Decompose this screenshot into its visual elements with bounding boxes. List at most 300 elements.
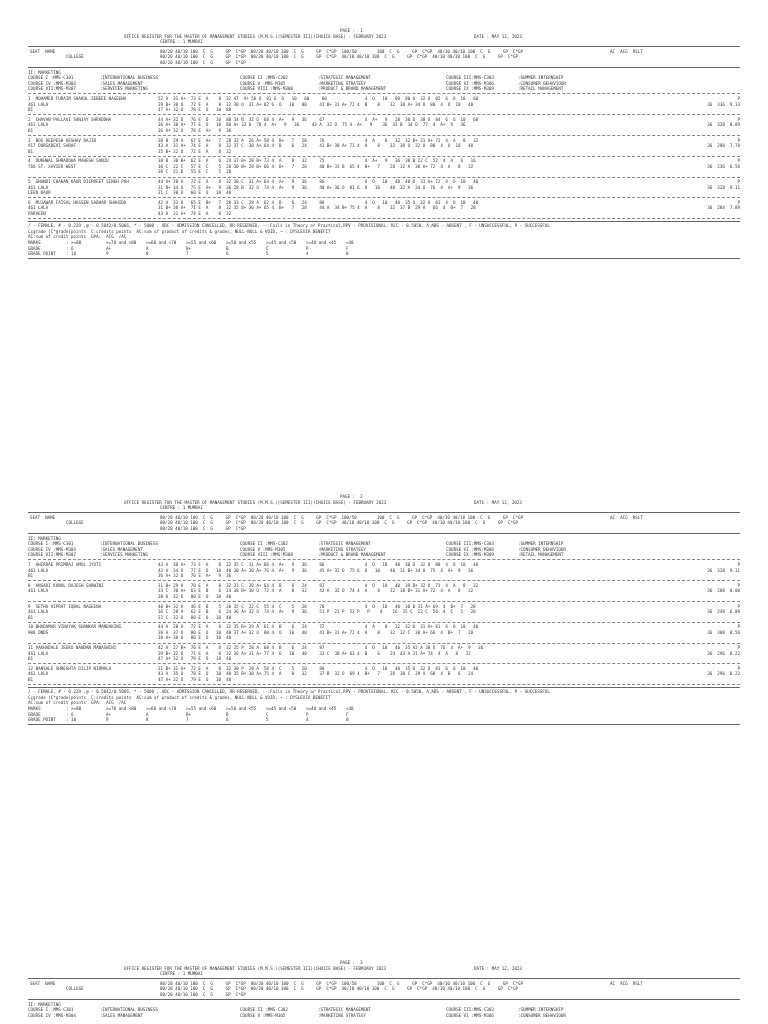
- register-title: OFFICE REGISTER FOR THE MASTER OF MANAGEMENT STUDIES (M.M.S.)(SEMESTER III)(CHOICE BASE) - FEBRUARY 2023: [124, 33, 387, 39]
- centre-row: [28, 505, 740, 511]
- course-code: COURSE V :MMS-M305: [240, 546, 286, 552]
- grade-cell: MARKS: [28, 239, 41, 245]
- grade-cell: >=70 and <80: [106, 705, 137, 711]
- student-record: [28, 200, 740, 219]
- grade-row: [28, 717, 740, 723]
- student-sgpa: 36 336 9.33: [707, 101, 740, 107]
- student-result: P: [737, 624, 740, 630]
- course-code: COURSE III:MMS-C303: [446, 75, 494, 81]
- student-marks: 33 C 30 A+ 63 E B 6 24 38 B+ 30 O 72 4 A 8 32 42 A 32 O 74 4 A 8 32 38 B+ 31 A+ 72 4 A 8 32: [158, 588, 474, 594]
- register-date: DATE : MAY 12, 2023: [474, 33, 522, 39]
- student-marks-cell: [158, 656, 740, 662]
- student-marks: 47 A+ 32 O 79 E O 10 40: [158, 656, 232, 662]
- student-separator: [28, 580, 740, 581]
- header-rule: [28, 46, 740, 47]
- course-code: COURSE II :MMS-C302: [240, 541, 288, 547]
- student-note: B1: [28, 614, 34, 620]
- grade-cell: P: [306, 711, 309, 717]
- student-record: [28, 583, 740, 602]
- student-marks-cell: [158, 149, 740, 155]
- course-title: :MARKETING STRATEGY: [318, 546, 366, 552]
- grade-cell: 0: [346, 717, 349, 723]
- register-page-3: [28, 960, 740, 1018]
- student-note: B1: [28, 573, 34, 579]
- student-result: P: [737, 582, 740, 588]
- column-header-row-3: [28, 526, 740, 532]
- specialization: II: MARKETING: [28, 69, 61, 75]
- student-record: [28, 179, 740, 198]
- grade-cell: 4: [306, 717, 309, 723]
- student-result: P: [737, 199, 740, 205]
- course-code: COURSE III:MMS-C303: [446, 541, 494, 547]
- student-sgpa: 36 236 6.56: [707, 163, 740, 169]
- student-marks: 40 B+ 32 A 46 E B 5 20 35 C 22 C 55 4 C 5 20 70 4 O 10 40 38 B 31 A+ 69 4 B+ 7 28: [158, 603, 476, 609]
- student-marks: 43 A 31 A+ 74 E A 8 32: [158, 211, 232, 217]
- grade-cell: <40: [346, 239, 354, 245]
- student-name: 6 MUJAWAR FAISAL HUSSEN SABHAR SHAHIDA: [28, 199, 127, 205]
- student-college: 766 ST. XAVIER WEST: [28, 163, 76, 169]
- course-code: COURSE I :MMS-C301: [28, 541, 74, 547]
- grade-cell: 6: [226, 251, 229, 257]
- grade-cell: GRADE: [28, 245, 41, 251]
- student-note: B1: [28, 127, 34, 133]
- student-marks: 36 A+ 30 A+ 77 E O 10 80 A+ 33 O 78 4 A+ 9 36 43 A 32 O 75 4 A+ 9 36 33 B 34 O 77 4 A+ 9 36: [158, 122, 466, 128]
- grade-cell: C: [266, 711, 269, 717]
- course-code: COURSE IV :MMS-M304: [28, 1012, 76, 1018]
- student-row: [28, 635, 740, 641]
- student-separator: [28, 218, 740, 219]
- footer-rule: [28, 258, 740, 259]
- student-result: P: [737, 137, 740, 143]
- student-record: [28, 666, 740, 685]
- course-code: COURSE II :MMS-C302: [240, 1007, 288, 1013]
- legend-line: AC:sum of credit points GPA: ACG /AC: [28, 700, 127, 706]
- column-header-line-3: 80/20 40/10 100 C G GP C*GP: [160, 59, 246, 65]
- course-title: :STRATEGIC MANAGEMENT: [318, 1007, 371, 1013]
- student-row: [28, 149, 740, 155]
- grade-cell: : >=80: [66, 705, 82, 711]
- course-title: :RETAIL MANAGEMENT: [518, 86, 564, 92]
- student-record: [28, 117, 740, 136]
- student-marks: 36 A 37 O 80 E O 10 40 37 A+ 32 O 80 4 O 10 40 41 B+ 31 A+ 72 4 A 8 32 32 C 30 A+ 66 4 B+ 7 28: [158, 629, 474, 635]
- student-result: P: [737, 95, 740, 101]
- college-header: COLLEGE: [66, 54, 84, 60]
- column-header-row-3: [28, 992, 740, 998]
- legend-rule: [28, 221, 740, 222]
- student-marks: 43 A 34 O 77 E O 10 40 30 A+ 30 A+ 76 4 A+ 9 36 45 A+ 32 O 75 6 O 10 40 31 B+ 34 O 75 4 A+ 9 36: [158, 567, 474, 573]
- student-sgpa: 36 248 6.89: [707, 609, 740, 615]
- student-result: P: [737, 116, 740, 122]
- college-header: COLLEGE: [66, 986, 84, 992]
- student-marks: 31 B+ 29 A 70 E A 8 32 33 C 30 A+ 64 4 B 6 24 83 4 O 10 40 39 B+ 32 O 71 4 A 8 32: [158, 582, 479, 588]
- student-marks: 52 A 31 A+ 73 E A 8 32 47 A+ 56 O 81 6 O 10 60 80 4 O 10 80 80 O 32 O 82 6 O 10 60: [158, 95, 479, 101]
- column-header-extra: AC ACG RSLT: [610, 514, 643, 520]
- student-sgpa: 36 320 8.89: [707, 122, 740, 128]
- legend-line: Ccgrade (C*grade)points C:credits points AC:sum of product of credits & grades, NULL-NULL & VOID, ~ : DYSLEXIA BENEFIT: [28, 228, 331, 234]
- student-separator: [28, 663, 740, 664]
- grade-cell: >=45 and <50: [266, 705, 297, 711]
- student-name: 7 AHIRRAE PRIMRAJ AMOL JYOTI: [28, 561, 102, 567]
- student-note: B1: [28, 677, 34, 683]
- student-sgpa: 36 328 9.11: [707, 184, 740, 190]
- column-header-extra: AC ACG RSLT: [610, 980, 643, 986]
- page-label: PAGE : 1: [340, 28, 363, 33]
- student-separator: [28, 114, 740, 115]
- student-row: [28, 128, 740, 134]
- student-record: [28, 562, 740, 581]
- student-marks: 43 A 35 O 78 E O 10 40 35 B+ 30 A+ 75 4 A 8 32 37 B 32 O 69 4 B+ 7 28 30 C 29 A 60 4 B 6 24: [158, 671, 474, 677]
- column-header-extra: AC ACG RSLT: [610, 48, 643, 54]
- course-row: [28, 86, 740, 92]
- student-college: 461 LALA: [28, 122, 49, 128]
- student-marks: 32 C 32 O 80 E O 10 40: [158, 614, 232, 620]
- centre-label: CENTRE : 1 MUMBAI: [160, 971, 203, 977]
- course-code: COURSE I :MMS-C301: [28, 1007, 74, 1013]
- student-sgpa: 36 296 8.22: [707, 650, 740, 656]
- course-title: :CONSUMER BEHAVIOUR: [518, 1012, 566, 1018]
- student-record: [28, 96, 740, 115]
- course-code: COURSE IX :MMS-M309: [446, 86, 494, 92]
- seat-name-header: SEAT NAME: [30, 48, 56, 54]
- column-header-line-3: 80/20 40/10 100 C G GP C*GP: [160, 991, 246, 997]
- student-record: [28, 138, 740, 157]
- grade-cell: F: [346, 711, 349, 717]
- course-title: :INTERNATIONAL BUSINESS: [100, 75, 158, 81]
- student-separator: [28, 156, 740, 157]
- grade-cell: A+: [106, 245, 112, 251]
- grade-cell: >=70 and <80: [106, 239, 137, 245]
- legend-line: Ccgrade (C*grade)points C:credits points AC:sum of product of credits & grades, NULL-NULL & VOID, ~ : DYSLEXIA BENEFIT: [28, 694, 331, 700]
- student-separator: [28, 135, 740, 136]
- course-title: :STRATEGIC MANAGEMENT: [318, 75, 371, 81]
- register-date: DATE : MAY 12, 2023: [474, 965, 522, 971]
- course-code: COURSE VI :MMS-M306: [446, 1012, 494, 1018]
- course-title: :SUMMER INTERNSHIP: [518, 541, 564, 547]
- student-marks-cell: [158, 169, 740, 175]
- grade-cell: A+: [106, 711, 112, 717]
- course-code: COURSE IV :MMS-M304: [28, 80, 76, 86]
- student-name: 12 BANSALE SHRESHTA DILIP NIRMALA: [28, 665, 112, 671]
- student-sgpa: 36 284 7.89: [707, 205, 740, 211]
- student-marks: 36 C 22 C 57 E C 5 20 30 B+ 28 B+ 66 4 B+ 7 28 40 B+ 33 B 65 4 B+ 7 28 32 A 30 A+ 72 4 A 8 32: [158, 163, 474, 169]
- legend-line: / - FEMALE, # - 0.229 ,@ - 0.5042/0.5066, * - 5000 , ADC - ADMISSION CANCELLED, RR-RESERVED, --:Fails in Theory or Practical,RPV - PROVISIONAL, RCC - 0.5050, A,ABS - ABSENT , F - UNSUCCESSFUL, P - SUCCESSFUL: [28, 223, 550, 229]
- student-row: [28, 677, 740, 683]
- student-row: [28, 573, 740, 579]
- student-marks: 35 B+ 32 O 72 E A 8 32: [158, 148, 232, 154]
- grade-cell: GRADE: [28, 711, 41, 717]
- student-marks: 31 B+ 30 A+ 71 E A 8 32 35 B+ 30 A+ 65 4 B+ 7 28 44 A 34 B+ 75 4 A 8 32 37 B 29 A 66 4 B+ 7 28: [158, 205, 476, 211]
- student-note: B1: [28, 148, 34, 154]
- course-code: COURSE V :MMS-M305: [240, 1012, 286, 1018]
- student-marks: 31 B+ 31 A+ 72 E A 8 32 30 P 28 A 58 4 C 5 20 88 4 O 10 40 35 O 32 O 81 6 O 10 40: [158, 665, 479, 671]
- student-record: [28, 604, 740, 623]
- student-result: P: [737, 179, 740, 185]
- centre-label: CENTRE : 1 MUMBAI: [160, 39, 203, 45]
- grade-cell: 0: [346, 251, 349, 257]
- grade-cell: B: [226, 245, 229, 251]
- course-code: COURSE IX :MMS-M309: [446, 552, 494, 558]
- student-note: LEEN KAUR: [28, 190, 51, 196]
- grade-cell: B+: [186, 245, 192, 251]
- course-code: COURSE VI :MMS-M306: [446, 546, 494, 552]
- column-header-line-1: 80/20 40/10 100 C G GP C*GP 80/20 40/10 100 C G GP C*GP 100/50 100 C G GP C*GP 40/10 40/10 100 C G GP C*GP: [160, 514, 524, 520]
- student-sgpa: 36 280 7.78: [707, 143, 740, 149]
- grade-cell: : O: [66, 711, 74, 717]
- legend-rule: [28, 687, 740, 688]
- student-row: [28, 107, 740, 113]
- student-sgpa: 36 288 8.00: [707, 588, 740, 594]
- grade-cell: 5: [266, 717, 269, 723]
- course-code: COURSE VIII :MMS-M308: [240, 86, 293, 92]
- grade-cell: >=60 and <70: [146, 239, 177, 245]
- student-result: P: [737, 158, 740, 164]
- student-marks: 31 C 30 O 60 E O 10 40: [158, 190, 232, 196]
- student-marks-cell: [158, 211, 740, 217]
- student-marks: 36 C 21 D 55 E C 5 20: [158, 169, 232, 175]
- student-result: P: [737, 665, 740, 671]
- course-title: :PRODUCT & BRAND MANAGEMENT: [318, 552, 387, 558]
- student-list: [28, 96, 740, 219]
- student-marks: 36 A+ 32 O 78 E A+ 9 36: [158, 127, 232, 133]
- student-row: [28, 190, 740, 196]
- student-result: P: [737, 645, 740, 651]
- grade-cell: A: [146, 711, 149, 717]
- register-title: OFFICE REGISTER FOR THE MASTER OF MANAGEMENT STUDIES (M.M.S.)(SEMESTER III)(CHOICE BASE) - FEBRUARY 2023: [124, 965, 387, 971]
- student-college: 917 DURGADEVI SARAF: [28, 143, 76, 149]
- course-row: [28, 1013, 740, 1019]
- student-marks-cell: [158, 573, 740, 579]
- centre-row: [28, 39, 740, 45]
- grade-cell: B+: [186, 711, 192, 717]
- column-header-line-3: 80/20 40/10 100 C G GP C*GP: [160, 525, 246, 531]
- student-row: [28, 169, 740, 175]
- student-separator: [28, 622, 740, 623]
- grade-cell: GRADE POINT: [28, 251, 56, 257]
- student-separator: [28, 684, 740, 685]
- student-row: [28, 656, 740, 662]
- section-rule: [28, 93, 740, 94]
- course-code: COURSE I :MMS-C301: [28, 75, 74, 81]
- student-marks: 42 A 33 O 65 E B+ 7 28 33 C 28 A 62 4 B 6 24 88 4 O 10 40 35 O 32 O 81 4 O 10 40: [158, 199, 479, 205]
- student-college: 461 LALA: [28, 567, 49, 573]
- student-marks-cell: [158, 128, 740, 134]
- column-header-row-3: [28, 60, 740, 66]
- student-sgpa: 36 296 8.22: [707, 671, 740, 677]
- student-college: 461 LALA: [28, 205, 49, 211]
- grade-cell: : >=80: [66, 239, 82, 245]
- footer-rule: [28, 724, 740, 725]
- grade-cell: 9: [106, 251, 109, 257]
- grade-cell: 8: [146, 717, 149, 723]
- student-marks: 38 B 30 B+ 62 E A 6 24 37 B+ 28 B+ 73 4 A 8 32 75 4 A+ 9 36 30 B 22 C 52 4 A 6 16: [158, 158, 476, 164]
- course-title: :INTERNATIONAL BUSINESS: [100, 541, 158, 547]
- header-rule-2: [28, 533, 740, 534]
- specialization: II: MARKETING: [28, 535, 61, 541]
- grade-cell: 4: [306, 251, 309, 257]
- student-college: 461 LALA: [28, 184, 49, 190]
- column-header-line-2: 80/20 40/10 100 C G GP C*GP 80/20 40/10 100 C G GP C*GP 40/10 40/10 100 C G GP C*GP 40/10 40/10 100 C G GP C*GP: [160, 520, 518, 526]
- grade-cell: >=45 and <50: [266, 239, 297, 245]
- course-title: :SERVICES MARKETING: [100, 86, 148, 92]
- course-list: [28, 75, 740, 92]
- course-code: COURSE VIII :MMS-M308: [240, 552, 293, 558]
- student-sgpa: 36 308 8.56: [707, 629, 740, 635]
- student-college: 461 LALA: [28, 671, 49, 677]
- header-rule: [28, 512, 740, 513]
- legend-line: / - FEMALE, # - 0.229 ,@ - 0.5042/0.5066, * - 5000 , ADC - ADMISSION CANCELLED, RR-RESERVED, --:Fails in Theory or Practical,RPV - PROVISIONAL, RCC - 0.5050, A,ABS - ABSENT , F - UNSUCCESSFUL, P - SUCCESSFUL: [28, 689, 550, 695]
- grade-cell: 5: [266, 251, 269, 257]
- course-code: COURSE V :MMS-M305: [240, 80, 286, 86]
- header-rule-2: [28, 67, 740, 68]
- grade-cell: GRADE POINT: [28, 717, 56, 723]
- header-rule: [28, 978, 740, 979]
- grade-cell: >=55 and <60: [186, 705, 217, 711]
- student-record: [28, 158, 740, 177]
- student-list: [28, 562, 740, 685]
- course-title: :STRATEGIC MANAGEMENT: [318, 541, 371, 547]
- grade-cell: A: [146, 245, 149, 251]
- student-note: [28, 635, 158, 641]
- column-header-line-2: 80/20 40/10 100 C G GP C*GP 80/20 40/10 100 C G GP C*GP 40/10 40/10 100 C G GP C*GP 40/10 40/10 100 C G GP C*GP: [160, 54, 518, 60]
- student-marks-cell: [158, 615, 740, 621]
- student-separator: [28, 177, 740, 178]
- course-title: :SUMMER INTERNSHIP: [518, 75, 564, 81]
- student-marks: 43 A 31 A+ 74 E A 8 32 37 C 30 A+ 64 4 B 6 24 41 B+ 30 A+ 71 4 A 8 32 38 O 32 O 80 4 O 10 40: [158, 143, 474, 149]
- grade-cell: >=40 and <45: [306, 705, 337, 711]
- student-marks-cell: [158, 677, 740, 683]
- grade-cell: >=50 and <55: [226, 705, 257, 711]
- grade-cell: MARKS: [28, 705, 41, 711]
- student-college: 461 LALA: [28, 588, 49, 594]
- grade-cell: B: [226, 711, 229, 717]
- centre-label: CENTRE : 1 MUMBAI: [160, 505, 203, 511]
- course-title: :MARKETING STRATEGY: [318, 1012, 366, 1018]
- student-note: [28, 594, 158, 600]
- section-rule: [28, 559, 740, 560]
- student-marks-cell: [158, 190, 740, 196]
- course-list: [28, 541, 740, 558]
- student-record: [28, 645, 740, 664]
- student-name: 8 ANSARI KUNAL RAJESH SARWINI: [28, 582, 104, 588]
- course-title: :INTERNATIONAL BUSINESS: [100, 1007, 158, 1013]
- student-marks-cell: [158, 635, 740, 641]
- student-marks-cell: [158, 107, 740, 113]
- student-marks-cell: [158, 594, 740, 600]
- student-name: 11 PAKHADALE JEEKO NANDAN MANASWINI: [28, 645, 117, 651]
- course-row: [28, 552, 740, 558]
- student-marks: 38 O 32 O 80 E O 10 40: [158, 593, 232, 599]
- course-title: :SALES MANAGEMENT: [100, 546, 143, 552]
- student-marks: 31 B+ 34 O 75 E A+ 9 36 28 B 32 O 74 4 A+ 9 36 40 A+ 36 O 81 6 O 10 40 32 A 34 O 76 4 A+ 9 36: [158, 184, 474, 190]
- grade-cell: 9: [106, 717, 109, 723]
- student-marks: 47 A+ 32 O 78 E O 10 80: [158, 107, 232, 113]
- header-rule-2: [28, 999, 740, 1000]
- grade-cell: >=55 and <60: [186, 239, 217, 245]
- seat-name-header: SEAT NAME: [30, 514, 56, 520]
- student-record: [28, 624, 740, 643]
- student-name: 3 BOS DEEPESH KESHAV RAJIB: [28, 137, 97, 143]
- course-title: :SUMMER INTERNSHIP: [518, 1007, 564, 1013]
- centre-row: [28, 971, 740, 977]
- grade-cell: : 10: [66, 251, 77, 257]
- legend-line: AC:sum of credit points GPA: ACG /AC: [28, 234, 127, 240]
- student-row: [28, 594, 740, 600]
- column-header-line-1: 80/20 40/10 100 C G GP C*GP 80/20 40/10 100 C G GP C*GP 100/50 100 C G GP C*GP 40/10 40/10 100 C G GP C*GP: [160, 980, 524, 986]
- course-title: :SALES MANAGEMENT: [100, 1012, 143, 1018]
- college-header: COLLEGE: [66, 520, 84, 526]
- grade-cell: : O: [66, 245, 74, 251]
- course-code: COURSE III:MMS-C303: [446, 1007, 494, 1013]
- student-marks: 36 C 28 A 62 E B 6 24 36 A+ 32 O 74 4 A+ 9 36 51 P 21 P 52 P P 4 16 35 C 22 C 56 4 C 5 20: [158, 609, 476, 615]
- student-separator: [28, 601, 740, 602]
- grade-cell: 6: [226, 717, 229, 723]
- student-marks: 44 A+ 32 O 76 E O 10 80 34 B 32 O 68 4 A+ 9 36 67 4 A+ 9 28 30 O 30 O 84 6 O 10 60: [158, 116, 479, 122]
- student-marks: 47 A+ 32 O 79 E O 10 40: [158, 677, 232, 683]
- course-code: COURSE VII:MMS-M307: [28, 552, 76, 558]
- student-marks: 38 B 29 A 67 E A+ 7 28 32 A 26 A+ 58 4 B+ 7 28 76 4 A 8 32 32 B+ 31 A+ 72 4 A 8 32: [158, 137, 479, 143]
- column-header-line-1: 80/20 40/10 100 C G GP C*GP 80/20 40/10 100 C G GP C*GP 100/50 100 C G GP C*GP 40/10 40/10 100 C G GP C*GP: [160, 48, 524, 54]
- student-name: 10 BHADAMAR VINAYAK SHANKAR MANDAKINI: [28, 624, 122, 630]
- register-title: OFFICE REGISTER FOR THE MASTER OF MANAGEMENT STUDIES (M.M.S.)(SEMESTER III)(CHOICE BASE) - FEBRUARY 2023: [124, 499, 387, 505]
- grade-cell: >=50 and <55: [226, 239, 257, 245]
- column-header-line-2: 80/20 40/10 100 C G GP C*GP 80/20 40/10 100 C G GP C*GP 40/10 40/10 100 C G GP C*GP 40/10 40/10 100 C G GP C*GP: [160, 986, 518, 992]
- student-row: [28, 615, 740, 621]
- student-marks: 39 B+ 32 O 71 E A 8 32 36 A+ 31 A+ 77 4 O 10 40 33 C 30 A+ 63 4 B 6 24 43 A 31 A+ 74 4 A 8 32: [158, 650, 471, 656]
- course-title: :CONSUMER BEHAVIOUR: [518, 546, 566, 552]
- grade-cell: >=60 and <70: [146, 705, 177, 711]
- student-name: 2 CHAVAN PALLAVI SANJAY SHRADDHA: [28, 116, 112, 122]
- student-marks: 44 A+ 28 A 72 E A 8 32 30 C 31 A+ 64 4 A+ 9 36 86 4 O 10 40 40 O 31 A+ 72 4 O 10 40: [158, 179, 479, 185]
- page-label: PAGE : 3: [340, 960, 363, 965]
- student-separator: [28, 643, 740, 644]
- specialization: II: MARKETING: [28, 1001, 61, 1007]
- course-code: COURSE II :MMS-C302: [240, 75, 288, 81]
- course-title: :PRODUCT & BRAND MANAGEMENT: [318, 86, 387, 92]
- grade-cell: 8: [146, 251, 149, 257]
- student-note: B1: [28, 107, 34, 113]
- student-marks: 36 A+ 38 O 80 E O 10 40: [158, 635, 232, 641]
- course-title: :RETAIL MANAGEMENT: [518, 552, 564, 558]
- course-title: :MARKETING STRATEGY: [318, 80, 366, 86]
- register-page-1: [28, 28, 740, 261]
- grade-cell: >=40 and <45: [306, 239, 337, 245]
- student-note: PARVEEN: [28, 211, 46, 217]
- student-name: 1 MOHAMED FURAIM SHAKUL ZEBEEE NAGEENA: [28, 95, 127, 101]
- student-marks: 44 A 28 A 72 E A 8 32 35 B+ 29 A 61 4 B 6 24 72 4 A 8 32 32 O 31 A+ 81 6 O 10 40: [158, 624, 479, 630]
- student-college: 461 LALA: [28, 101, 49, 107]
- grade-cell: 7: [186, 251, 189, 257]
- grade-cell: : 10: [66, 717, 77, 723]
- student-row: [28, 211, 740, 217]
- student-marks: 42 A 27 B+ 70 E A 8 32 35 P 28 A 68 4 B 6 24 87 4 O 10 40 35 A2 A 30 O 76 4 A+ 9 36: [158, 645, 484, 651]
- student-name: 9 SETHA VIPRAT IQBAL NAGEENA: [28, 603, 102, 609]
- student-result: P: [737, 561, 740, 567]
- course-code: COURSE VII:MMS-M307: [28, 86, 76, 92]
- student-college: 908 DNDS: [28, 629, 49, 635]
- course-title: :CONSUMER BEHAVIOUR: [518, 80, 566, 86]
- student-note: [28, 169, 158, 175]
- student-name: 4 DUKHWAL SHRADDHA MAHESH SANJU: [28, 158, 109, 164]
- student-separator: [28, 197, 740, 198]
- student-sgpa: 36 328 9.11: [707, 567, 740, 573]
- page-label: PAGE : 2: [340, 494, 363, 499]
- grade-table: [28, 240, 740, 257]
- student-marks: 43 A 30 A+ 73 E A 8 32 35 C 31 A+ 66 4 A+ 9 36 86 4 O 10 40 30 O 32 O 80 4 O 10 40: [158, 561, 479, 567]
- register-page-2: [28, 494, 740, 727]
- student-college: 461 LALA: [28, 609, 49, 615]
- register-date: DATE : MAY 12, 2023: [474, 499, 522, 505]
- grade-row: [28, 251, 740, 257]
